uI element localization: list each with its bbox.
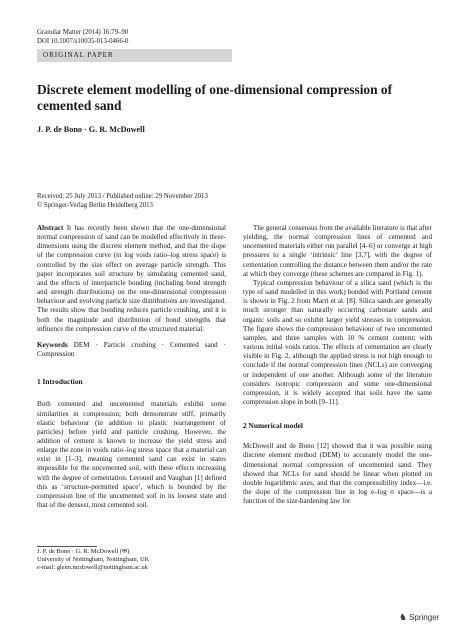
section-heading-numerical-model: 2 Numerical model bbox=[243, 421, 303, 431]
article-type-banner: ORIGINAL PAPER bbox=[37, 49, 232, 62]
abstract-label: Abstract bbox=[37, 224, 64, 232]
doi-link[interactable]: DOI 10.1007/s10035-013-0466-0 bbox=[37, 38, 129, 45]
keywords-label: Keywords bbox=[37, 340, 68, 349]
journal-info bbox=[37, 28, 128, 46]
copyright-notice: © Springer-Verlag Berlin Heidelberg 2013 bbox=[37, 201, 153, 209]
publisher-name: Springer bbox=[409, 613, 440, 622]
abstract bbox=[37, 224, 226, 334]
springer-knight-icon: ♞ bbox=[399, 612, 408, 622]
author-affiliation-footnote bbox=[37, 548, 149, 573]
left-column bbox=[37, 224, 226, 510]
numerical-model-paragraph-1: McDowell and de Bono [12] showed that it was possible using discrete element method (DEM) to accurately model the one-dimensional normal compression of uncemented sand. They showed that NCLs for sand should be linear when plotted on double logarithmic axes, and that the compressibility index—i.e. the slope of the compression line in log e–log σ space—is a function of the size-hardening law for bbox=[243, 442, 432, 506]
received-date: Received: 25 July 2013 / Published online: 29 November 2013 bbox=[37, 193, 208, 200]
intro-paragraph-3: Typical compression behaviour of a silica sand (which is the type of sand modelled in this work) bonded with Portland cement is shown in Fig. 2 from Marri et al. [8]. Silica sands are generally much stronger than naturally occurring carbonate sands and organic soils and so exhibit larger yield stresses in compression. The figure shows the compression behaviour of two uncemented samples, and three samples with 10 % cement content; with various initial voids ratios. The effects of cementation are clearly visible in Fig. 2, although the applied stress is not high enough to conclude if the normal compression lines (NCLs) are converging or independent of one another. Although some of the literature considers isotropic compression and some one-dimensional compression, it is widely accepted that soils have the same compression slope in both [9–11]. bbox=[243, 278, 432, 406]
section-heading-introduction: 1 Introduction bbox=[37, 377, 83, 387]
intro-paragraph-1: Both cemented and uncemented materials exhibit some similarities in compression; both demonstrate stiff, primarily elastic behaviour (in addition to plastic rearrangement of particles) before yield and particle crushing. However, the addition of cement is known to increase the yield stress and enlarge the zone in voids ratio–log stress space that a material can exist in [1–3], meaning cemented sand can exist in states impossible for the uncemented soil, with these effects increasing with the degree of cementation. Leroueil and Vaughan [1] defined this as ‘structure-permitted space’, which is bounded by the compression line of the uncemented soil in its loosest state and that of the densest, most cemented soil. bbox=[37, 400, 226, 510]
footnote-authors: J. P. de Bono · G. R. McDowell (✉) bbox=[37, 548, 130, 555]
keywords bbox=[37, 341, 226, 359]
author-list: J. P. de Bono · G. R. McDowell bbox=[37, 125, 145, 134]
abstract-text: It has recently been shown that the one-dimensional normal compression of sand can be modelled effectively in three-dimensions using the discrete element method, and that the slope of the compression curve (in log voids ratio–log stress space) is controlled by the size effect on average particle strength. This paper incorporates soil structure by simulating cemented sand, and the effects of interparticle bonding (including bond strength and strength distributions) on the one-dimensional compression behaviour and evolving particle size distributions are investigated. The results show that bonding reduces particle crushing, and it is both the magnitude and distribution of bond strengths that influence the compression curve of the structured material. bbox=[37, 224, 226, 333]
footnote-affiliation: University of Nottingham, Nottingham, UK bbox=[37, 556, 150, 564]
journal-citation: Granular Matter (2014) 16:79–90 bbox=[37, 29, 129, 36]
publication-dates bbox=[37, 193, 208, 210]
footnote-email[interactable]: e-mail: glenn.mcdowell@nottingham.ac.uk bbox=[37, 564, 148, 572]
publisher-logo bbox=[399, 612, 439, 623]
keywords-text: DEM · Particle crushing · Cemented sand · Compression bbox=[37, 340, 226, 359]
footnote-divider bbox=[37, 546, 97, 547]
intro-paragraph-2: The general consensus from the available literature is that after yielding, the normal compression lines of cemented and uncemented materials either run parallel [4–6] or converge at high pressures to a single ‘intrinsic’ line [3,7], with the degree of cementation controlling the distance between them and/or the rate at which they converge (these schemes are compared in Fig. 1). bbox=[243, 224, 432, 278]
right-column bbox=[243, 224, 432, 506]
paper-title: Discrete element modelling of one-dimensional compression of cemented sand bbox=[37, 82, 393, 113]
